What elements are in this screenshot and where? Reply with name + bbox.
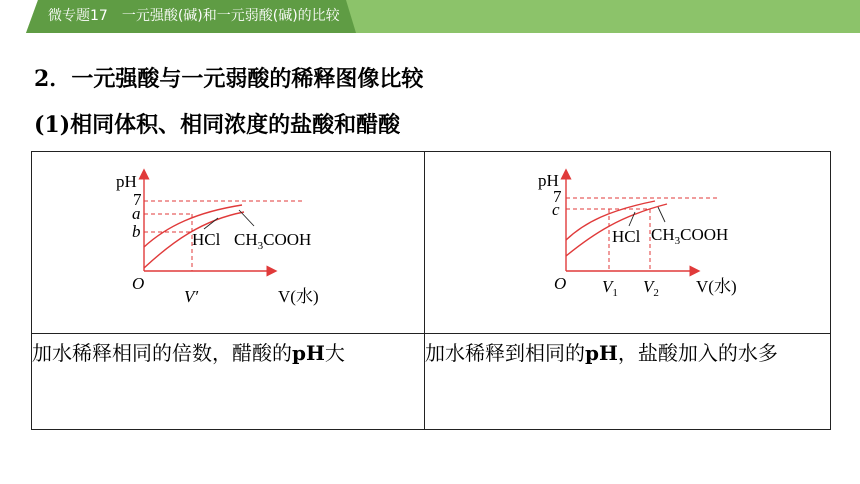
conclusion-cell-right xyxy=(425,334,831,430)
dilution-graph-same-concentration xyxy=(32,152,424,329)
graph-cell-left xyxy=(32,152,425,334)
section-heading xyxy=(34,62,423,93)
ch3cooh-label-pre: CH xyxy=(234,230,258,249)
origin-label: O xyxy=(554,274,567,293)
ytick-c: c xyxy=(552,200,560,219)
origin-label: O xyxy=(132,274,145,293)
ch3cooh-label-pre: CH xyxy=(651,225,675,244)
comparison-table xyxy=(31,151,831,430)
conclusion-row xyxy=(32,334,831,430)
ytick-b: b xyxy=(132,222,141,241)
hcl-label: HCl xyxy=(192,230,221,249)
xtick-v-prime: V′ xyxy=(184,287,199,306)
conclusion2-pre: 加水稀释到相同的 xyxy=(425,341,585,365)
ch3cooh-leader xyxy=(239,210,254,226)
ch3cooh-label-sub: 3 xyxy=(674,235,681,247)
top-banner xyxy=(0,0,860,33)
graph-row xyxy=(32,152,831,334)
xtick-v2-sub: 2 xyxy=(653,287,659,299)
ytick-7: 7 xyxy=(553,187,562,206)
conclusion2-ph: pH xyxy=(585,341,618,365)
dilution-graph-same-ph xyxy=(425,152,830,329)
xtick-v2-main: V xyxy=(643,277,654,296)
hcl-leader xyxy=(629,212,635,226)
section-number: 2． xyxy=(34,66,72,92)
ch3cooh-label-post: COOH xyxy=(680,225,729,244)
conclusion-cell-left xyxy=(32,334,425,430)
conclusion2-post: ，盐酸加入的水多 xyxy=(617,341,778,365)
graph-cell-right xyxy=(425,152,831,334)
conclusion1-pre: 加水稀释相同的倍数，醋酸的 xyxy=(32,341,292,365)
ch3cooh-label-post: COOH xyxy=(263,230,312,249)
hcl-label: HCl xyxy=(612,227,641,246)
y-axis-label: pH xyxy=(116,172,137,191)
ytick-7: 7 xyxy=(133,190,142,209)
conclusion1-ph: pH xyxy=(292,341,325,365)
ch3cooh-leader xyxy=(658,207,665,222)
x-axis-label: V(水) xyxy=(278,287,319,306)
ch3cooh-label xyxy=(234,230,311,252)
banner-title: 微专题17 一元强酸(碱)和一元弱酸(碱)的比较 xyxy=(48,8,340,24)
section-title: 一元强酸与一元弱酸的稀释图像比较 xyxy=(71,67,424,92)
xtick-v1-sub: 1 xyxy=(612,287,618,299)
y-axis-label: pH xyxy=(538,171,559,190)
ch3cooh-label xyxy=(651,225,728,247)
subsection-number: (1) xyxy=(34,112,71,138)
ch3cooh-label-sub: 3 xyxy=(257,240,264,252)
ch3cooh-curve xyxy=(566,201,655,240)
ytick-a: a xyxy=(132,204,141,223)
conclusion1-post: 大 xyxy=(324,341,345,365)
x-axis-label: V(水) xyxy=(696,277,737,296)
xtick-v1-main: V xyxy=(602,277,613,296)
subsection-heading xyxy=(34,108,400,139)
xtick-v2 xyxy=(643,277,659,299)
xtick-v1 xyxy=(602,277,618,299)
subsection-title: 相同体积、相同浓度的盐酸和醋酸 xyxy=(70,113,401,138)
